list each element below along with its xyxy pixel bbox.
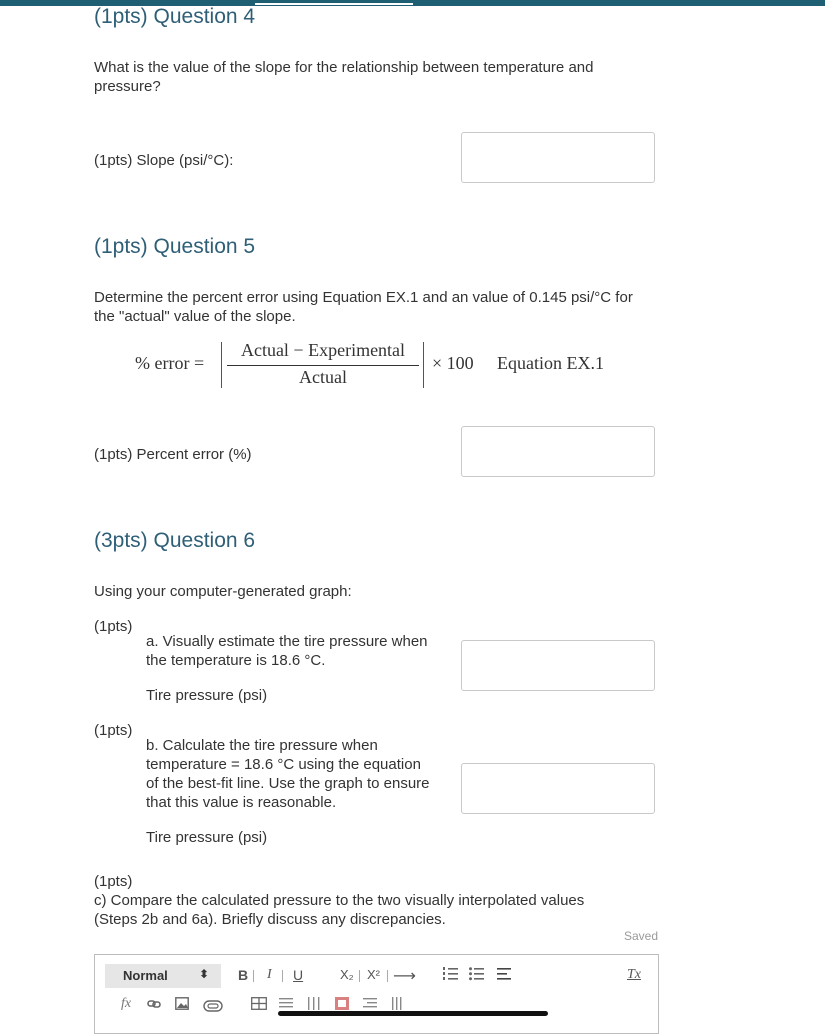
part-b-field-label: Tire pressure (psi) (146, 829, 268, 846)
part-a-pressure-input[interactable] (461, 640, 655, 691)
question-4-title: (1pts) Question 4 (94, 5, 256, 28)
question-4-prompt-line1: What is the value of the slope for the relationship between temperature and (94, 59, 594, 76)
percent-error-input[interactable] (461, 426, 655, 477)
part-c-line2: (Steps 2b and 6a). Briefly discuss any discrepancies. (94, 911, 446, 928)
abs-bar-left (221, 342, 222, 388)
equation-denominator: Actual (299, 367, 347, 387)
image-icon[interactable] (175, 997, 189, 1013)
toolbar-separator (359, 970, 360, 982)
part-a-field-label: Tire pressure (psi) (146, 687, 268, 704)
align-icon[interactable] (497, 967, 513, 984)
part-b-line4: that this value is reasonable. (146, 794, 337, 811)
paragraph-style-select[interactable] (105, 964, 221, 988)
part-c-points: (1pts) (94, 873, 133, 890)
equation-name: Equation EX.1 (497, 353, 604, 373)
part-b-pressure-input[interactable] (461, 763, 655, 814)
active-tab-indicator (255, 3, 413, 5)
table-icon[interactable] (251, 997, 267, 1013)
arrow-insert-button[interactable]: ⟶ (393, 968, 416, 985)
fraction-line (227, 365, 419, 366)
question-6-intro: Using your computer-generated graph: (94, 583, 352, 600)
percent-error-label: (1pts) Percent error (%) (94, 446, 252, 463)
superscript-button[interactable]: X² (367, 967, 380, 982)
part-a-points: (1pts) (94, 618, 133, 635)
link-icon[interactable] (147, 997, 161, 1014)
question-6-title: (3pts) Question 6 (94, 529, 256, 552)
subscript-button[interactable]: X₂ (340, 967, 354, 982)
toolbar-separator (387, 970, 388, 982)
equation-lhs: % error = (135, 353, 205, 373)
attachment-icon[interactable] (203, 999, 223, 1015)
question-5-prompt-line1: Determine the percent error using Equation EX.1 and an value of 0.145 psi/°C for (94, 289, 633, 306)
bold-button[interactable]: B (238, 967, 249, 983)
question-5-title: (1pts) Question 5 (94, 235, 256, 258)
toolbar-separator (282, 970, 283, 982)
select-arrows-icon: ⬍ (198, 967, 209, 981)
formula-button[interactable]: fx (121, 996, 132, 1011)
slope-input[interactable] (461, 132, 655, 183)
part-b-line3: of the best-fit line. Use the graph to ensure (146, 775, 430, 792)
rich-text-editor[interactable] (94, 954, 659, 1034)
part-a-line1: a. Visually estimate the tire pressure when (146, 633, 428, 650)
underline-button[interactable]: U (293, 967, 304, 983)
abs-bar-right (423, 342, 424, 388)
ordered-list-icon[interactable] (443, 967, 459, 984)
clear-format-button[interactable]: Tx (627, 967, 641, 982)
home-indicator (278, 1011, 548, 1016)
part-a-line2: the temperature is 18.6 °C. (146, 652, 326, 669)
part-b-line2: temperature = 18.6 °C using the equation (146, 756, 421, 773)
toolbar-separator (253, 970, 254, 982)
question-5-prompt-line2: the "actual" value of the slope. (94, 308, 296, 325)
part-b-points: (1pts) (94, 722, 133, 739)
slope-label: (1pts) Slope (psi/°C): (94, 152, 234, 169)
unordered-list-icon[interactable] (469, 967, 485, 984)
part-b-line1: b. Calculate the tire pressure when (146, 737, 378, 754)
equation-numerator: Actual − Experimental (240, 340, 406, 360)
part-c-line1: c) Compare the calculated pressure to the two visually interpolated values (94, 892, 585, 909)
question-4-prompt-line2: pressure? (94, 78, 161, 95)
saved-status: Saved (624, 929, 659, 943)
style-select-value: Normal (123, 968, 168, 983)
italic-button[interactable]: I (267, 967, 272, 982)
equation-multiplier: × 100 (432, 353, 474, 373)
